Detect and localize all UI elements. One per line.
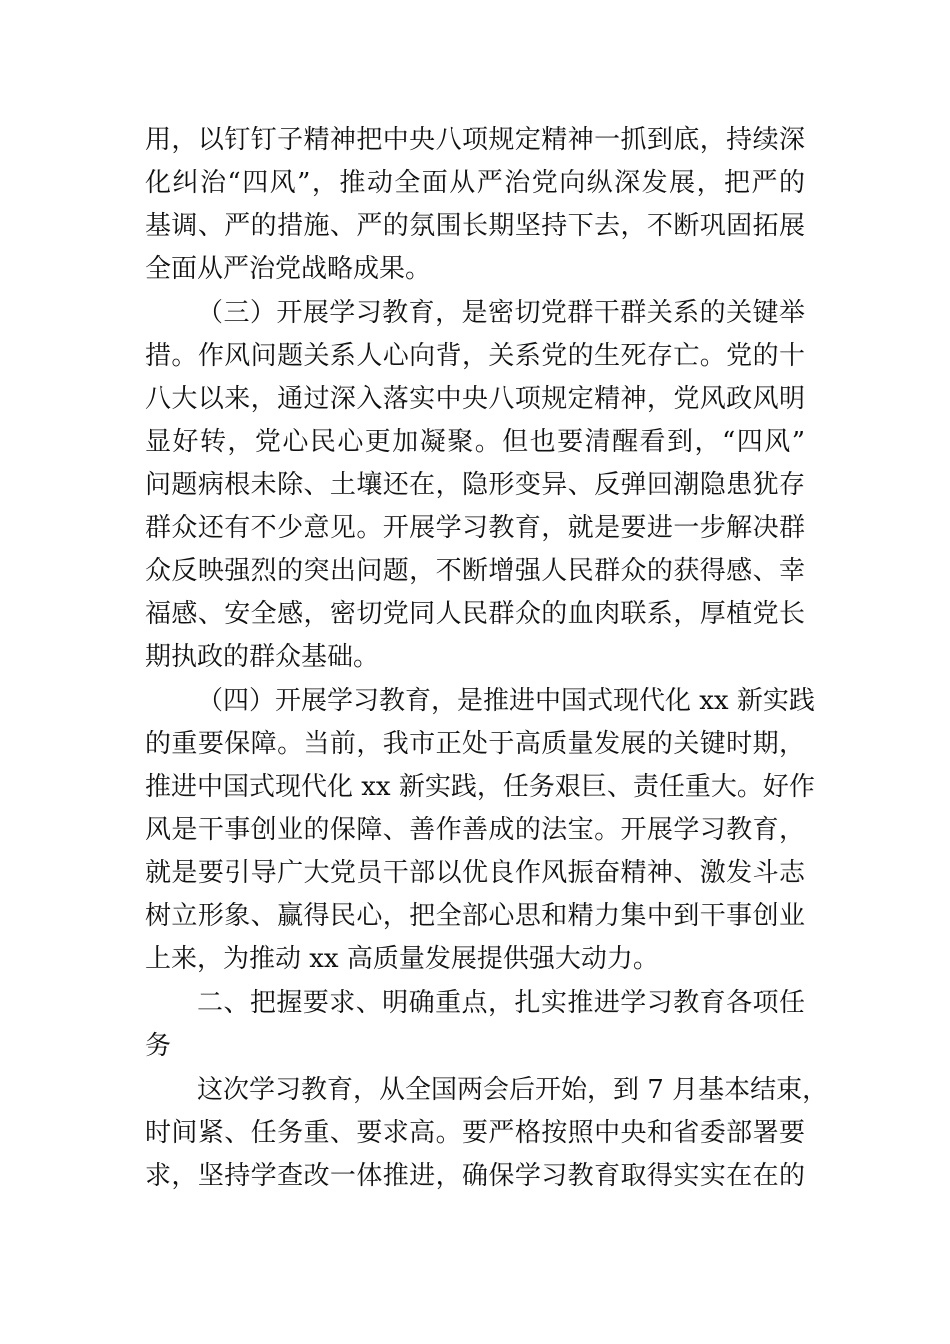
text-line: 的重要保障。当前，我市正处于高质量发展的关键时期， [145,729,805,759]
text-line: 问题病根未除、土壤还在，隐形变异、反弹回潮隐患犹存 [145,470,805,500]
text-line: 时间紧、任务重、要求高。要严格按照中央和省委部署要 [145,1118,805,1148]
text-line: 八大以来，通过深入落实中央八项规定精神，党风政风明 [145,384,805,414]
text-line: 树立形象、赢得民心，把全部心思和精力集中到干事创业 [145,901,805,931]
text-line: 措。作风问题关系人心向背，关系党的生死存亡。党的十 [145,341,805,371]
text-line: 显好转，党心民心更加凝聚。但也要清醒看到，“四风” [145,427,805,457]
text-line: 期执政的群众基础。 [145,642,380,672]
paragraph-heading-line: （三）开展学习教育，是密切党群干群关系的关键举 [197,298,805,328]
text-line: 全面从严治党战略成果。 [145,254,432,284]
text-line: 就是要引导广大党员干部以优良作风振奋精神、激发斗志 [145,858,805,888]
text-line: 群众还有不少意见。开展学习教育，就是要进一步解决群 [145,513,805,543]
section-heading-line: 二、把握要求、明确重点，扎实推进学习教育各项任 [197,988,805,1018]
text-line: 求，坚持学查改一体推进，确保学习教育取得实实在在的 [145,1161,805,1191]
text-line: 化纠治“四风”，推动全面从严治党向纵深发展，把严的 [145,168,805,198]
text-line: 基调、严的措施、严的氛围长期坚持下去，不断巩固拓展 [145,211,805,241]
text-line: 福感、安全感，密切党同人民群众的血肉联系，厚植党长 [145,599,805,629]
text-line: 上来，为推动 xx 高质量发展提供强大动力。 [145,944,659,974]
paragraph-heading-line: （四）开展学习教育，是推进中国式现代化 xx 新实践 [197,686,815,716]
text-line: 这次学习教育，从全国两会后开始，到 7 月基本结束， [197,1075,829,1105]
section-heading-line: 务 [145,1031,172,1061]
text-line: 众反映强烈的突出问题，不断增强人民群众的获得感、幸 [145,556,805,586]
text-line: 风是干事创业的保障、善作善成的法宝。开展学习教育， [145,815,805,845]
text-line: 推进中国式现代化 xx 新实践，任务艰巨、责任重大。好作 [145,772,815,802]
text-line: 用，以钉钉子精神把中央八项规定精神一抓到底，持续深 [145,125,805,155]
